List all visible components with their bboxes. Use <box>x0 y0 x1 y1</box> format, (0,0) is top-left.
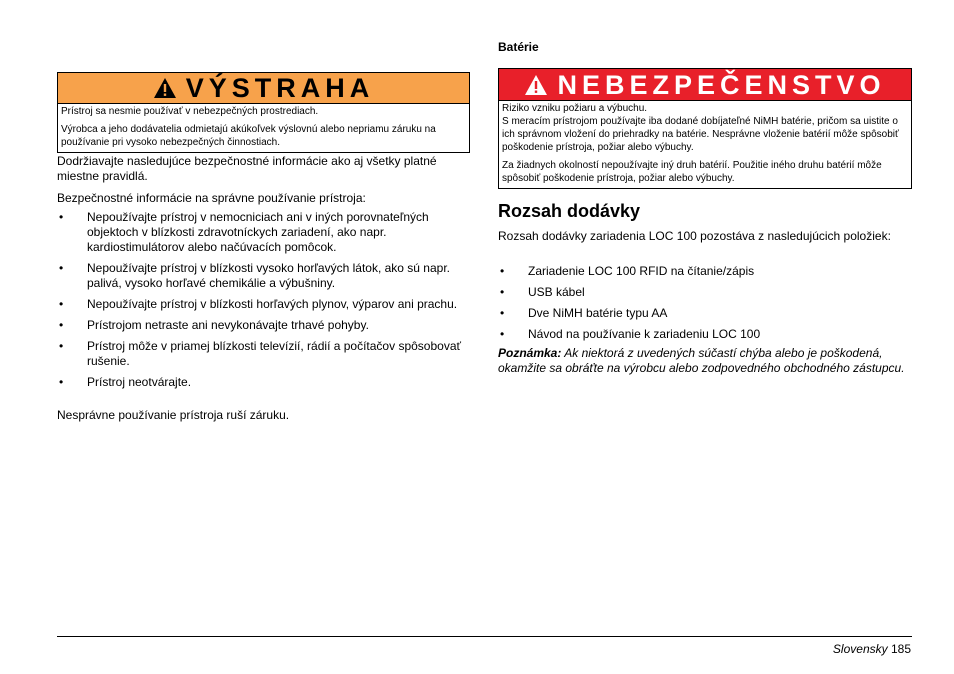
safety-heading: Bezpečnostné informácie na správne používanie prístroja: <box>57 191 366 205</box>
bullet-icon: • <box>59 297 64 311</box>
note-text: Ak niektorá z uvedených súčastí chýba alebo je poškodená, okamžite sa obráťte na výrobcu alebo zodpovedného obchodného zástupcu. <box>498 346 905 375</box>
warning-line: Prístroj sa nesmie používať v nebezpečných prostrediach. <box>61 106 319 117</box>
list-item: • Zariadenie LOC 100 RFID na čítanie/zápis <box>500 264 755 278</box>
note-label: Poznámka: <box>498 346 562 360</box>
footer-language: Slovensky <box>832 642 888 656</box>
bullet-icon: • <box>500 327 505 341</box>
safety-list <box>57 210 470 390</box>
warning-title: VÝSTRAHA <box>185 73 375 103</box>
list-item: • Prístroj neotvárajte. <box>59 375 192 389</box>
page-footer <box>833 642 911 656</box>
list-item: • Nepoužívajte prístroj v nemocniciach ani v iných porovnateľných objektoch v blízkosti zdravotníckych zariadení, ako napr. kardiostimulátorov alebo načúvacích pomôcok. <box>59 210 429 254</box>
warning-triangle-icon <box>153 77 177 99</box>
danger-body <box>499 101 911 188</box>
bullet-icon: • <box>59 261 64 275</box>
warning-box <box>57 72 470 153</box>
list-item: • USB kábel <box>500 285 585 299</box>
warning-header <box>58 73 469 104</box>
list-item: • Dve NiMH batérie typu AA <box>500 306 668 320</box>
list-item: • Návod na používanie k zariadeniu LOC 100 <box>500 327 761 341</box>
scope-title: Rozsah dodávky <box>498 201 641 221</box>
scope-list <box>498 264 911 342</box>
warning-triangle-icon <box>524 74 548 96</box>
danger-line: S meracím prístrojom používajte iba dodané dobíjateľné NiMH batérie, pričom sa uistite o ich správnom vložení do priehradky na batérie. Nesprávne vloženie batérií môže spôsobiť poškodenie prístroja, požiar alebo výbuchy. <box>502 116 899 153</box>
list-item: • Prístroj môže v priamej blízkosti televízií, rádií a počítačov spôsobovať rušenie. <box>59 339 461 368</box>
note-paragraph <box>498 346 911 376</box>
warning-body <box>58 104 469 152</box>
battery-heading: Batérie <box>498 40 539 54</box>
list-item: • Nepoužívajte prístroj v blízkosti vysoko horľavých látok, ako sú napr. palivá, vysoko horľavé chemikálie a výbušniny. <box>59 261 450 290</box>
list-item: • Prístrojom netraste ani nevykonávajte trhavé pohyby. <box>59 318 369 332</box>
danger-line: Riziko vzniku požiaru a výbuchu. <box>502 103 648 114</box>
bullet-icon: • <box>59 375 64 389</box>
footer-divider <box>57 636 912 637</box>
intro-paragraph: Dodržiavajte nasledujúce bezpečnostné informácie ako aj všetky platné miestne pravidlá. <box>57 154 437 183</box>
bullet-icon: • <box>500 306 505 320</box>
bullet-icon: • <box>59 339 64 353</box>
bullet-icon: • <box>500 285 505 299</box>
warning-line: Výrobca a jeho dodávatelia odmietajú akúkoľvek výslovnú alebo nepriamu záruku na používanie pri vysoko nebezpečných činnostiach. <box>61 124 436 148</box>
danger-title: NEBEZPEČENSTVO <box>557 69 886 100</box>
bullet-icon: • <box>500 264 505 278</box>
scope-intro: Rozsah dodávky zariadenia LOC 100 pozostáva z nasledujúcich položiek: <box>498 229 891 243</box>
danger-header <box>499 69 911 101</box>
list-item: • Nepoužívajte prístroj v blízkosti horľavých plynov, výparov ani prachu. <box>59 297 458 311</box>
danger-box <box>498 68 912 189</box>
outro-paragraph: Nesprávne používanie prístroja ruší záruku. <box>57 408 290 422</box>
bullet-icon: • <box>59 318 64 332</box>
danger-line: Za žiadnych okolností nepoužívajte iný druh batérií. Použitie iného druhu batérií môže spôsobiť poškodenie prístroja, požiar alebo výbuchy. <box>502 160 882 184</box>
bullet-icon: • <box>59 210 64 224</box>
page-number: 185 <box>890 642 911 656</box>
